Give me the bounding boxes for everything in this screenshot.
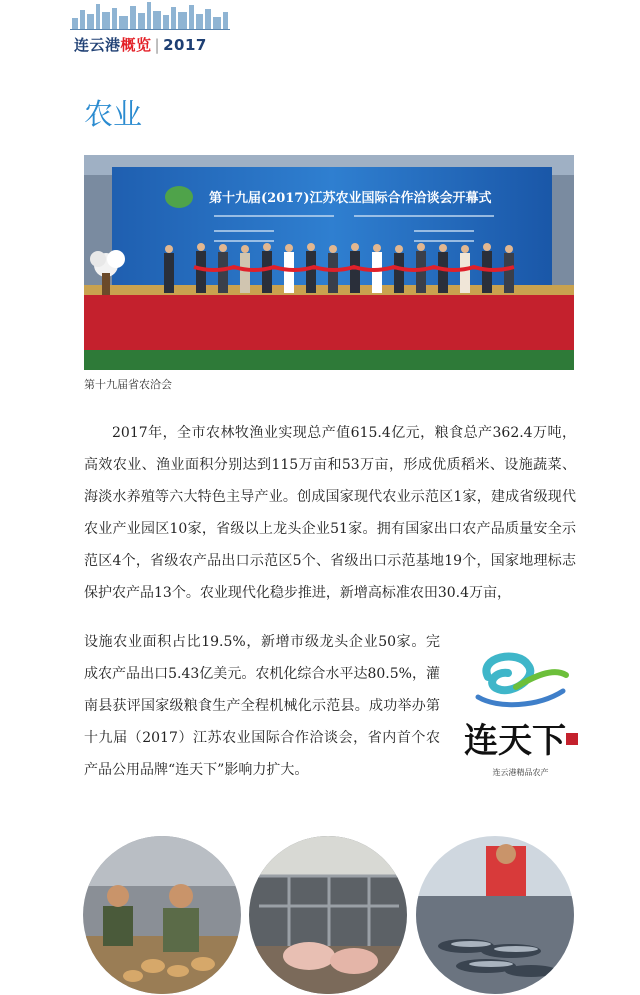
banner-title: 第十九届(2017)江苏农业国际合作洽谈会开幕式 [209, 191, 492, 206]
livestock-photo [249, 836, 407, 994]
logo-name: 连天下 [464, 721, 566, 761]
brand-city: 连云港 [74, 36, 121, 54]
harvest-photo [83, 836, 241, 994]
brand-title [74, 34, 207, 55]
body-paragraph-wrap: 设施农业面积占比19.5%，新增市级龙头企业50家。完成农产品出口5.43亿美元。农机化综合水平达80.5%，灌南县获评国家级粮食生产全程机械化示范县。成功举办第十九届（2017）江苏农业国际合作洽谈会，省内首个农产品公用品牌“连天下”影响力扩大。 [84, 634, 440, 778]
hero-photo [84, 155, 574, 370]
city-skyline-graphic [70, 0, 230, 30]
logo-subtitle: 连云港精品农产 [492, 768, 549, 777]
lian-tianxia-logo [458, 647, 583, 787]
body-paragraph: 2017年，全市农林牧渔业实现总产值615.4亿元，粮食总产362.4万吨，高效农业、渔业面积分别达到115万亩和53万亩，形成优质稻米、设施蔬菜、海淡水养殖等六大特色主导产业。创成国家现代农业示范区1家，建成省级现代农业产业园区10家，省级以上龙头企业51家。拥有国家出口农产品质量安全示范区4个，省级农产品出口示范区5个、省级出口示范基地19个，国家地理标志保护农产品13个。农业现代化稳步推进，新增高标准农田30.4万亩， [84, 425, 576, 601]
fishery-photo [416, 836, 574, 994]
brand-year: 2017 [163, 36, 207, 54]
brand-accent: 概览 [120, 36, 152, 54]
brand-separator: | [154, 36, 161, 54]
hero-caption: 第十九届省农洽会 [84, 378, 172, 391]
page-header [70, 0, 245, 56]
section-title: 农业 [84, 97, 143, 131]
